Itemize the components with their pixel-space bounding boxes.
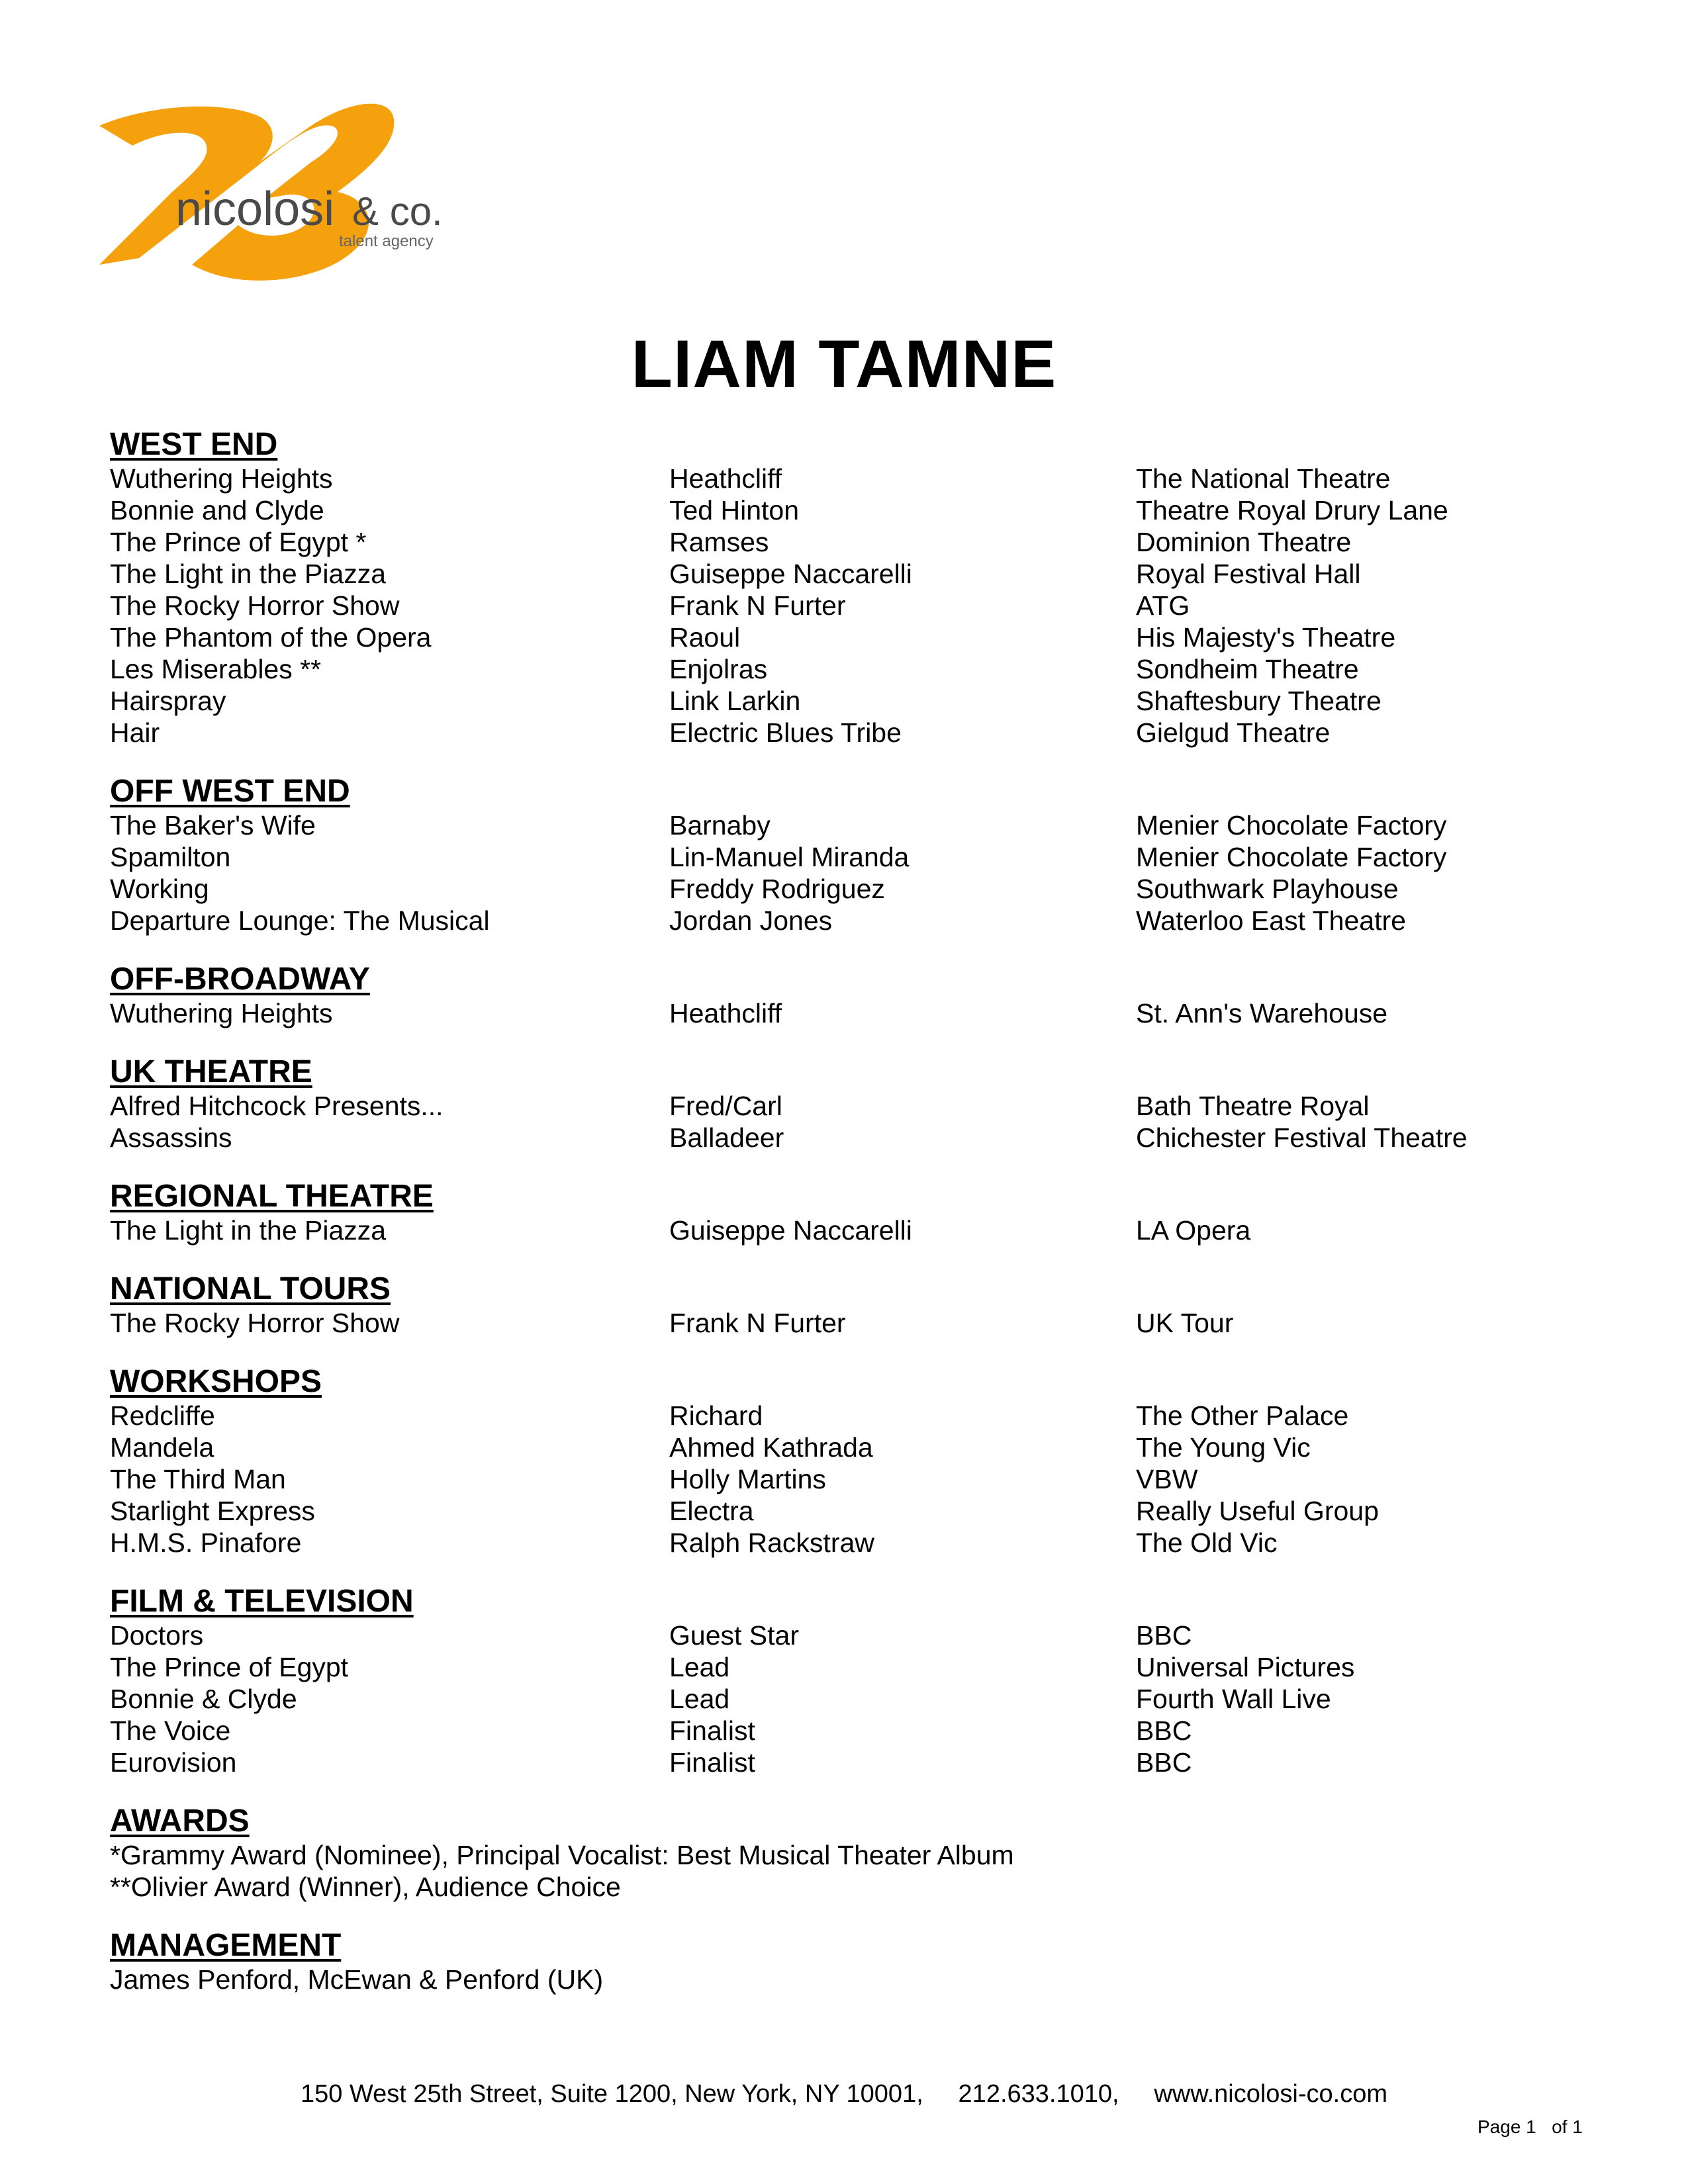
credit-row <box>110 685 1599 717</box>
resume-section <box>110 1803 1599 1903</box>
credit-row <box>110 1747 1599 1778</box>
credit-role: Ralph Rackstraw <box>669 1527 874 1558</box>
credit-row <box>110 590 1599 621</box>
credit-title: Alfred Hitchcock Presents... <box>110 1091 444 1121</box>
nicolosi-logo-swoosh <box>93 99 490 298</box>
credit-role: Electra <box>669 1496 754 1526</box>
credit-title: The Prince of Egypt <box>110 1652 349 1682</box>
credit-row <box>110 621 1599 653</box>
credit-venue: Shaftesbury Theatre <box>1136 686 1382 716</box>
credit-venue: The Other Palace <box>1136 1400 1349 1431</box>
credit-role: Fred/Carl <box>669 1091 782 1121</box>
credit-role: Ramses <box>669 527 769 557</box>
credit-title: Hairspray <box>110 686 226 716</box>
credit-title: Mandela <box>110 1432 214 1463</box>
credit-title: Redcliffe <box>110 1400 215 1431</box>
credit-venue: Really Useful Group <box>1136 1496 1379 1526</box>
credit-title: Departure Lounge: The Musical <box>110 905 490 936</box>
credit-row <box>110 1683 1599 1715</box>
section-heading: MANAGEMENT <box>110 1928 342 1963</box>
agency-logo <box>93 99 490 298</box>
credit-venue: Gielgud Theatre <box>1136 717 1331 748</box>
credit-row <box>110 1715 1599 1747</box>
resume-section <box>110 774 1599 936</box>
credit-row <box>110 1090 1599 1122</box>
credit-role: Ted Hinton <box>669 495 800 525</box>
credit-row <box>110 717 1599 749</box>
section-heading: NATIONAL TOURS <box>110 1271 391 1306</box>
credit-role: Enjolras <box>669 654 768 684</box>
credit-row <box>110 1495 1599 1527</box>
credit-venue: Royal Festival Hall <box>1136 559 1361 589</box>
credit-title: Wuthering Heights <box>110 998 333 1028</box>
logo-ampersand: & co. <box>352 189 443 234</box>
credit-venue: Fourth Wall Live <box>1136 1684 1331 1714</box>
credit-venue: Southwark Playhouse <box>1136 874 1399 904</box>
credit-venue: Dominion Theatre <box>1136 527 1352 557</box>
credit-role: Jordan Jones <box>669 905 833 936</box>
credit-venue: LA Opera <box>1136 1215 1251 1246</box>
credit-venue: BBC <box>1136 1620 1192 1651</box>
section-line: *Grammy Award (Nominee), Principal Vocalist: Best Musical Theater Album <box>110 1840 1014 1870</box>
credit-row <box>110 1214 1599 1246</box>
credit-row <box>110 494 1599 526</box>
credit-role: Lead <box>669 1684 730 1714</box>
credit-role: Guiseppe Naccarelli <box>669 1215 912 1246</box>
credit-title: The Voice <box>110 1715 231 1746</box>
page-number: Page 1 of 1 <box>1477 2116 1583 2137</box>
resume-section <box>110 1054 1599 1154</box>
credit-role: Heathcliff <box>669 463 782 494</box>
credit-venue: Universal Pictures <box>1136 1652 1355 1682</box>
credit-row <box>110 1432 1599 1463</box>
resume-section <box>110 1584 1599 1778</box>
credit-title: Doctors <box>110 1620 204 1651</box>
credit-row <box>110 841 1599 873</box>
credit-role: Raoul <box>669 622 741 653</box>
section-heading: WEST END <box>110 427 278 462</box>
credit-venue: VBW <box>1136 1464 1198 1494</box>
credit-row <box>110 873 1599 905</box>
credit-title: Wuthering Heights <box>110 463 333 494</box>
performer-name: LIAM TAMNE <box>631 326 1057 402</box>
credit-title: The Third Man <box>110 1464 286 1494</box>
credit-title: Les Miserables ** <box>110 654 322 684</box>
credit-role: Finalist <box>669 1715 755 1746</box>
credit-row <box>110 1122 1599 1154</box>
credit-title: The Light in the Piazza <box>110 1215 387 1246</box>
credit-title: The Light in the Piazza <box>110 559 387 589</box>
credit-venue: St. Ann's Warehouse <box>1136 998 1388 1028</box>
resume-section <box>110 1928 1599 1995</box>
credit-title: Working <box>110 874 209 904</box>
credit-row <box>110 463 1599 494</box>
credit-title: The Baker's Wife <box>110 810 316 841</box>
credit-role: Freddy Rodriguez <box>669 874 885 904</box>
credit-title: Eurovision <box>110 1747 237 1778</box>
credit-row <box>110 526 1599 558</box>
credit-role: Ahmed Kathrada <box>669 1432 873 1463</box>
section-heading: OFF WEST END <box>110 774 350 809</box>
credit-row <box>110 1400 1599 1432</box>
section-heading: WORKSHOPS <box>110 1364 322 1399</box>
credit-role: Finalist <box>669 1747 755 1778</box>
credit-title: Bonnie and Clyde <box>110 495 324 525</box>
credit-role: Balladeer <box>669 1122 784 1153</box>
credit-role: Link Larkin <box>669 686 801 716</box>
credit-row <box>110 558 1599 590</box>
credit-venue: Bath Theatre Royal <box>1136 1091 1370 1121</box>
credit-title: The Phantom of the Opera <box>110 622 432 653</box>
credit-role: Lin-Manuel Miranda <box>669 842 910 872</box>
credit-title: H.M.S. Pinafore <box>110 1527 302 1558</box>
credit-title: Bonnie & Clyde <box>110 1684 297 1714</box>
credit-role: Holly Martins <box>669 1464 826 1494</box>
credit-row <box>110 905 1599 936</box>
resume-section <box>110 1364 1599 1559</box>
credit-role: Frank N Furter <box>669 590 846 621</box>
section-heading: FILM & TELEVISION <box>110 1584 414 1619</box>
section-heading: UK THEATRE <box>110 1054 312 1089</box>
credit-role: Guest Star <box>669 1620 799 1651</box>
credit-title: Assassins <box>110 1122 232 1153</box>
section-line: **Olivier Award (Winner), Audience Choice <box>110 1872 621 1902</box>
credit-row <box>110 1463 1599 1495</box>
credit-venue: Sondheim Theatre <box>1136 654 1359 684</box>
resume-section <box>110 1271 1599 1339</box>
credit-venue: Waterloo East Theatre <box>1136 905 1406 936</box>
section-line: James Penford, McEwan & Penford (UK) <box>110 1964 604 1995</box>
resume-section <box>110 427 1599 749</box>
section-heading: OFF-BROADWAY <box>110 962 370 997</box>
credit-role: Frank N Furter <box>669 1308 846 1338</box>
credit-row <box>110 997 1599 1029</box>
credit-row <box>110 1307 1599 1339</box>
credit-title: Spamilton <box>110 842 231 872</box>
credit-role: Heathcliff <box>669 998 782 1028</box>
credit-row <box>110 1527 1599 1559</box>
credit-venue: Menier Chocolate Factory <box>1136 842 1447 872</box>
credit-title: Hair <box>110 717 160 748</box>
credit-venue: ATG <box>1136 590 1190 621</box>
resume-section <box>110 1179 1599 1246</box>
credit-role: Richard <box>669 1400 763 1431</box>
credit-title: The Prince of Egypt * <box>110 527 367 557</box>
credit-row <box>110 1619 1599 1651</box>
credit-title: The Rocky Horror Show <box>110 1308 400 1338</box>
credit-row <box>110 1651 1599 1683</box>
credit-venue: Theatre Royal Drury Lane <box>1136 495 1448 525</box>
credit-role: Barnaby <box>669 810 771 841</box>
credit-role: Guiseppe Naccarelli <box>669 559 912 589</box>
credit-title: The Rocky Horror Show <box>110 590 400 621</box>
logo-tagline: talent agency <box>339 232 434 250</box>
footer-address: 150 West 25th Street, Suite 1200, New York, NY 10001, 212.633.1010, www.nicolosi-co.com <box>301 2080 1387 2108</box>
credit-venue: His Majesty's Theatre <box>1136 622 1396 653</box>
credit-role: Lead <box>669 1652 730 1682</box>
credit-venue: The Old Vic <box>1136 1527 1278 1558</box>
resume-body <box>110 427 1599 2021</box>
credit-row <box>110 809 1599 841</box>
credit-venue: BBC <box>1136 1747 1192 1778</box>
section-heading: AWARDS <box>110 1803 250 1839</box>
credit-venue: UK Tour <box>1136 1308 1234 1338</box>
credit-venue: The National Theatre <box>1136 463 1391 494</box>
logo-wordmark: nicolosi <box>175 183 335 236</box>
section-heading: REGIONAL THEATRE <box>110 1179 434 1214</box>
credit-venue: Chichester Festival Theatre <box>1136 1122 1468 1153</box>
credit-venue: The Young Vic <box>1136 1432 1311 1463</box>
credit-row <box>110 653 1599 685</box>
resume-section <box>110 962 1599 1029</box>
credit-title: Starlight Express <box>110 1496 315 1526</box>
credit-venue: Menier Chocolate Factory <box>1136 810 1447 841</box>
credit-role: Electric Blues Tribe <box>669 717 902 748</box>
credit-venue: BBC <box>1136 1715 1192 1746</box>
